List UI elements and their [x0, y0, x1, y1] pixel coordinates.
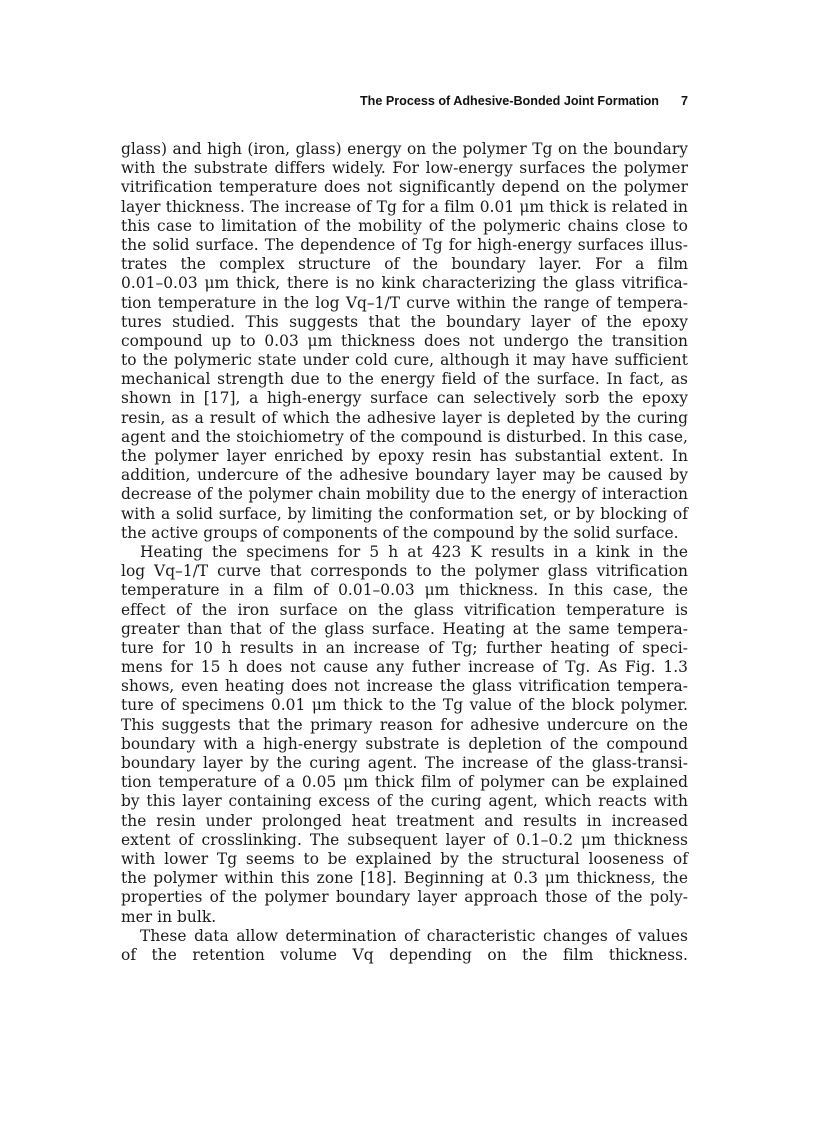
- text-line: agent and the stoichiometry of the compound is disturbed. In this case,: [121, 427, 688, 446]
- text-line: compound up to 0.03 μm thickness does not undergo the transition: [121, 331, 688, 350]
- text-line: mechanical strength due to the energy field of the surface. In fact, as: [121, 370, 688, 389]
- text-line: These data allow determination of characteristic changes of values: [140, 926, 688, 945]
- running-title: The Process of Adhesive-Bonded Joint Formation: [359, 94, 659, 108]
- text-line: by this layer containing excess of the curing agent, which reacts with: [121, 792, 688, 811]
- text-line: effect of the iron surface on the glass vitrification temperature is: [121, 600, 688, 619]
- text-line: temperature in a film of 0.01–0.03 μm thickness. In this case, the: [121, 581, 688, 600]
- text-line: mens for 15 h does not cause any futher increase of Tg. As Fig. 1.3: [121, 658, 688, 677]
- text-line: tion temperature of a 0.05 μm thick film of polymer can be explained: [121, 773, 688, 792]
- text-line: greater than that of the glass surface. Heating at the same tempera-: [121, 619, 688, 638]
- text-line: shown in [17], a high-energy surface can selectively sorb the epoxy: [121, 389, 688, 408]
- text-line: the polymer within this zone [18]. Beginning at 0.3 μm thickness, the: [121, 869, 688, 888]
- text-line: vitrification temperature does not significantly depend on the polymer: [121, 178, 688, 197]
- text-line: Heating the specimens for 5 h at 423 K results in a kink in the: [140, 542, 688, 561]
- text-line: trates the complex structure of the boundary layer. For a film: [121, 255, 688, 274]
- text-line: log Vq–1/T curve that corresponds to the polymer glass vitrification: [121, 562, 688, 581]
- text-line: 0.01–0.03 μm thick, there is no kink characterizing the glass vitrifica-: [121, 274, 688, 293]
- page-number: 7: [680, 94, 688, 108]
- text-line: mer in bulk.: [121, 907, 217, 926]
- text-line: layer thickness. The increase of Tg for a film 0.01 μm thick is related in: [121, 197, 688, 216]
- text-line: shows, even heating does not increase the glass vitrification tempera-: [121, 677, 688, 696]
- text-line: to the polymeric state under cold cure, although it may have sufficient: [121, 351, 688, 370]
- text-line: with lower Tg seems to be explained by the structural looseness of: [121, 849, 688, 868]
- text-line: tures studied. This suggests that the boundary layer of the epoxy: [121, 312, 688, 331]
- running-header: [120, 94, 688, 108]
- text-line: boundary with a high-energy substrate is depletion of the compound: [121, 734, 688, 753]
- text-line: ture for 10 h results in an increase of Tg; further heating of speci-: [121, 638, 688, 657]
- text-line: the solid surface. The dependence of Tg for high-energy surfaces illus-: [121, 235, 688, 254]
- text-line: properties of the polymer boundary layer approach those of the poly-: [121, 888, 688, 907]
- text-line: addition, undercure of the adhesive boundary layer may be caused by: [121, 466, 688, 485]
- text-line: with a solid surface, by limiting the conformation set, or by blocking of: [121, 504, 688, 523]
- body-text: [121, 140, 688, 965]
- text-line: with the substrate differs widely. For low-energy surfaces the polymer: [121, 159, 688, 178]
- text-line: glass) and high (iron, glass) energy on the polymer Tg on the boundary: [121, 140, 688, 158]
- text-line: extent of crosslinking. The subsequent layer of 0.1–0.2 μm thickness: [121, 830, 688, 849]
- text-line: tion temperature in the log Vq–1/T curve within the range of tempera-: [121, 293, 688, 312]
- text-line: the resin under prolonged heat treatment and results in increased: [121, 811, 688, 830]
- text-line: This suggests that the primary reason for adhesive undercure on the: [121, 715, 688, 734]
- text-line: this case to limitation of the mobility of the polymeric chains close to: [121, 216, 688, 235]
- text-line: resin, as a result of which the adhesive layer is depleted by the curing: [121, 408, 688, 427]
- text-line: of the retention volume Vq depending on the film thickness.: [121, 945, 688, 964]
- text-line: boundary layer by the curing agent. The increase of the glass-transi-: [121, 754, 688, 772]
- text-line: ture of specimens 0.01 μm thick to the Tg value of the block polymer.: [121, 696, 688, 715]
- text-line: the polymer layer enriched by epoxy resin has substantial extent. In: [121, 447, 688, 465]
- text-line: the active groups of components of the compound by the solid surface.: [121, 523, 679, 542]
- text-line: decrease of the polymer chain mobility due to the energy of interaction: [121, 485, 688, 504]
